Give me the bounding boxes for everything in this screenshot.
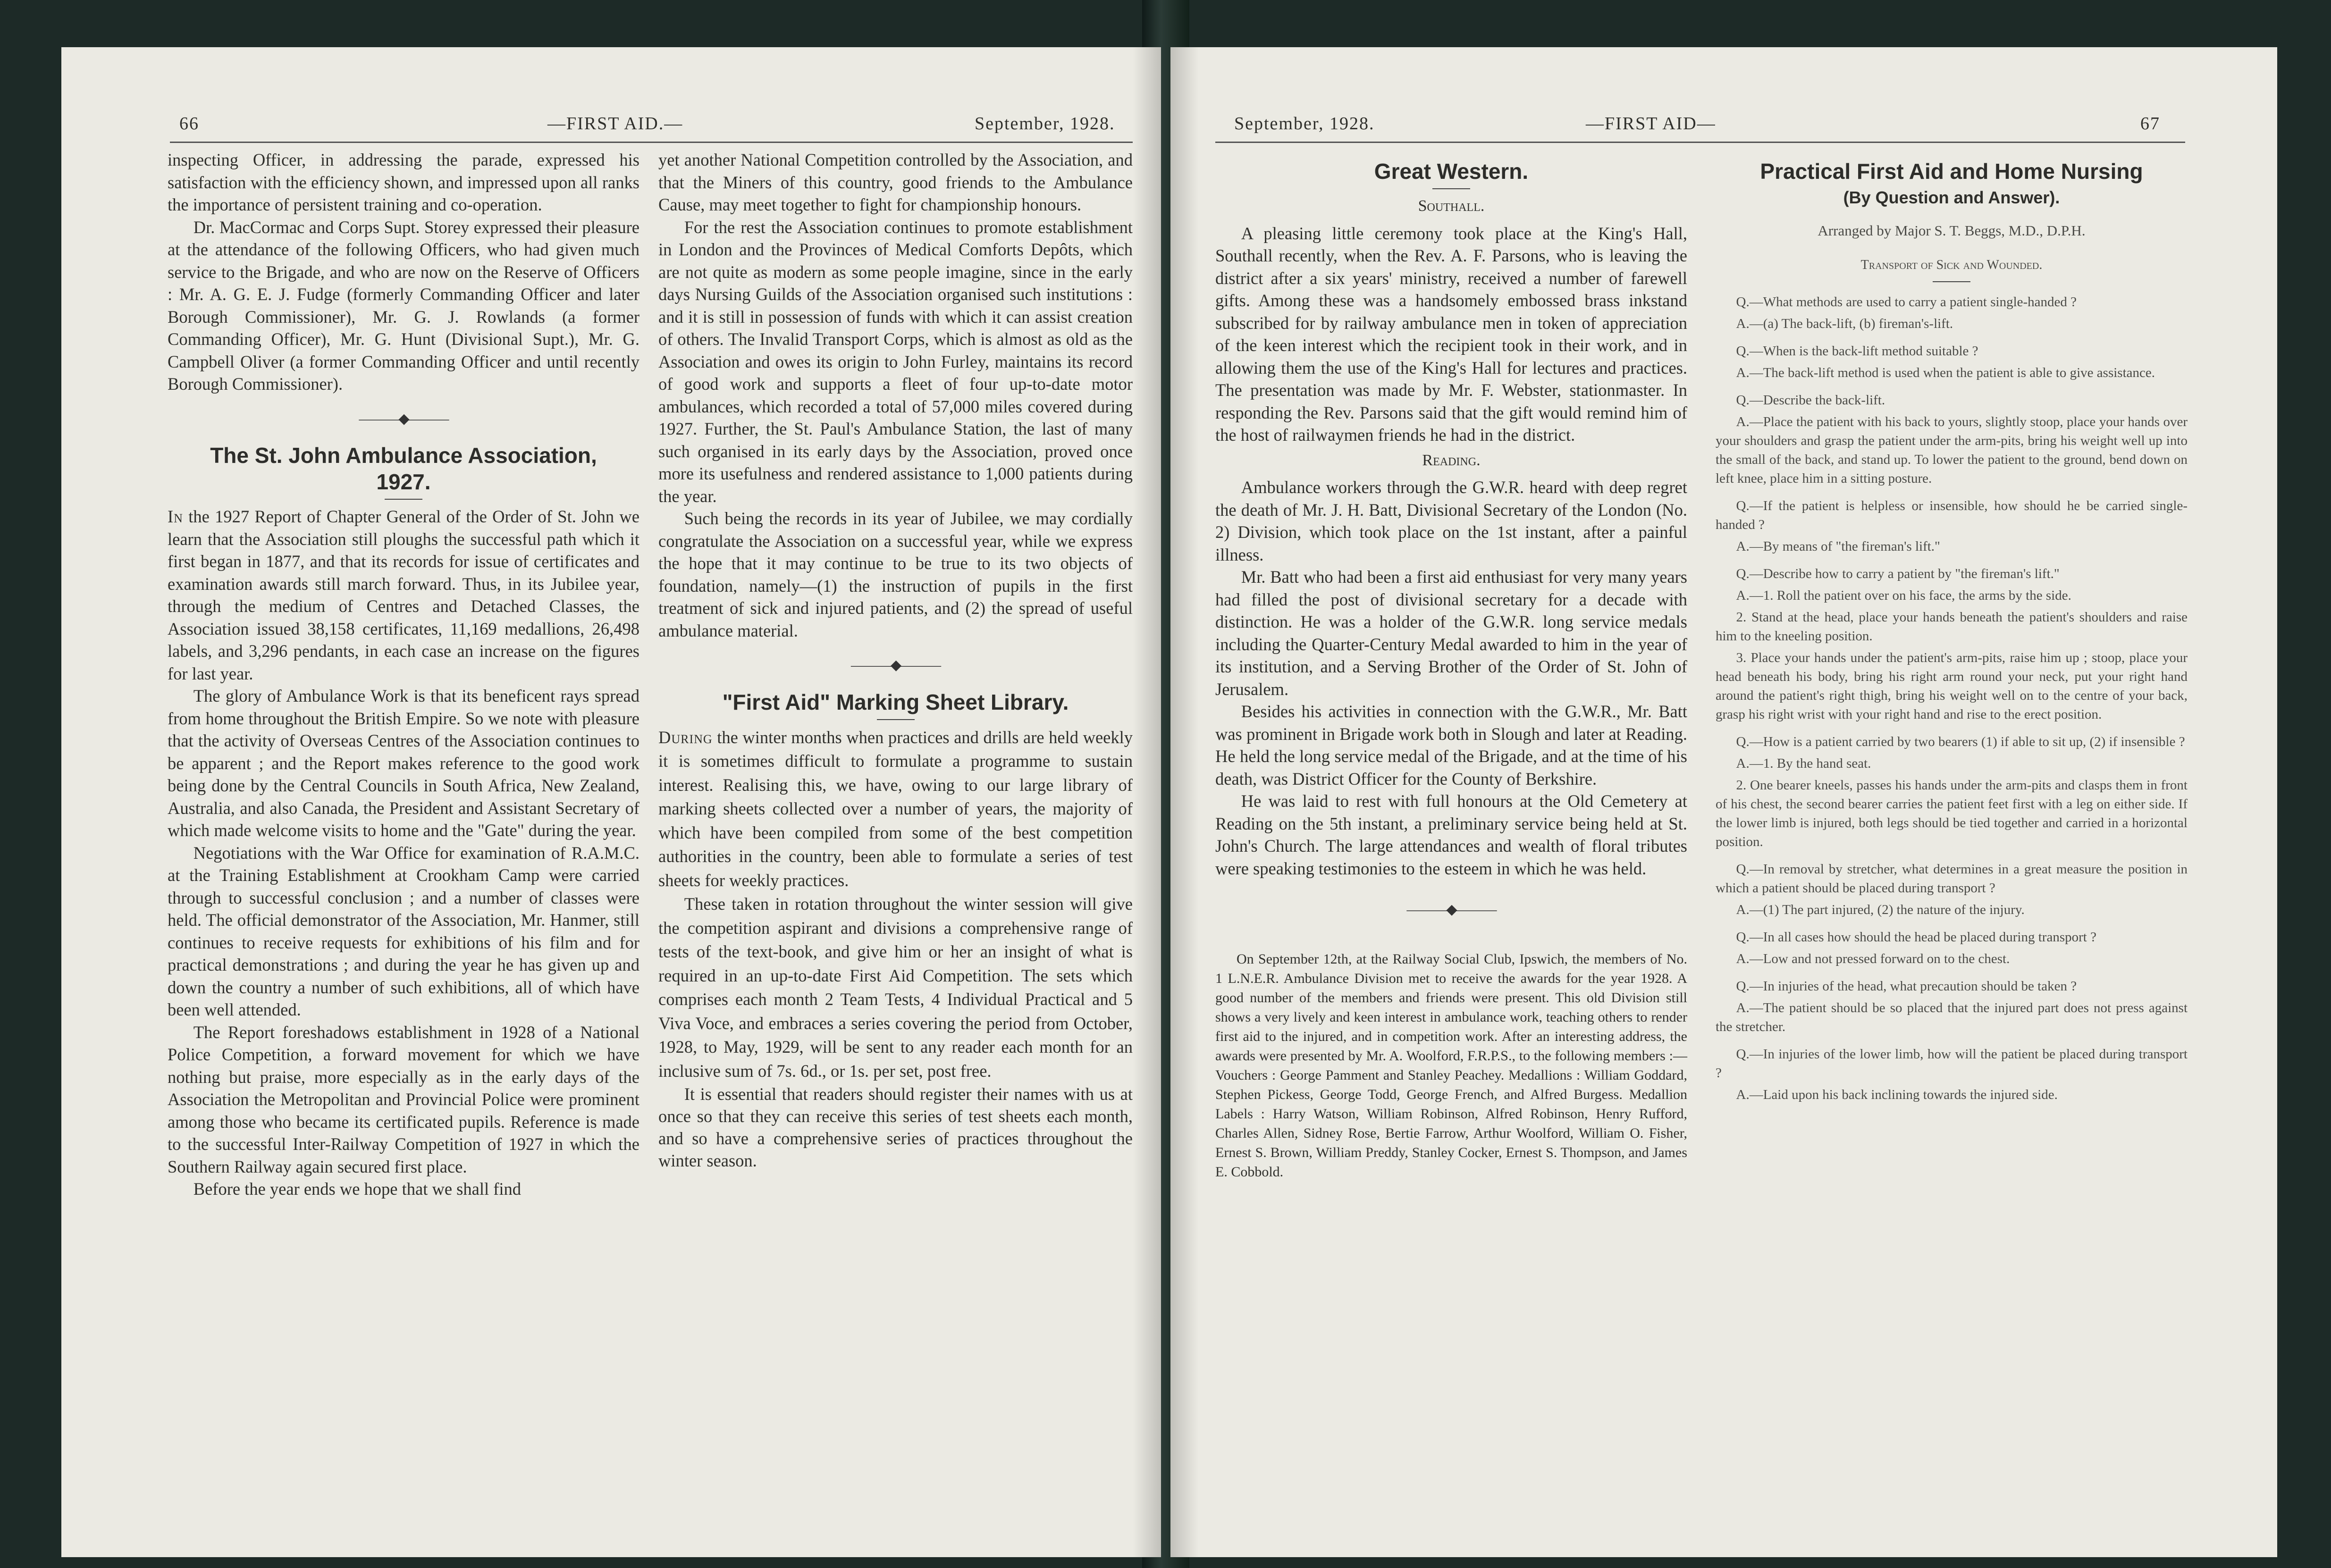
paragraph: These taken in rotation throughout the winter session will give the competition aspirant and divisions a comprehensive range of tests of the text-book, and give him or her an insight of what is required in an up-to-date First Aid Competition. The sets which comprises each month 2 Team Tests, 4 Individual Practical and 5 Viva Voce, and embraces a series covering the period from October, 1928, to May, 1929, will be sent to any reader each month for an inclusive sum of 7s. 6d., or 1s. per set, post free. <box>658 894 1133 1081</box>
article-subtitle: (By Question and Answer). <box>1843 188 2060 207</box>
paragraph: The glory of Ambulance Work is that its beneficent rays spread from home throughout the British Empire. So we note with pleasure that the activity of Overseas Centres of the Association continues to be apparent ; and the Report makes reference to the good work being done by the Central Councils in South Africa, New Zealand, Australia, and also Canada, the President and Assistant Secretary of which made welcome visits to home and the "Gate" during the year. <box>168 686 640 840</box>
paragraph: Dr. MacCormac and Corps Supt. Storey expressed their pleasure at the attendance of the following Officers, who had given much service to the Brigade, and who are now on the Reserve of Officers : Mr. A. G. E. J. Fudge (formerly Commanding Officer and later Borough Commissioner), Mr. G. J. Rowlands (a former Commanding Officer), Mr. G. Hunt (Divisional Supt.), Mr. G. Campbell Oliver (a former Commanding Officer and until recently Borough Commissioner). <box>168 217 640 394</box>
paragraph: In the 1927 Report of Chapter General of the Order of St. John we learn that the Association still ploughs the successful path which it first began in 1877, and that its records for issue of certificates and examination awards still march forward. Thus, in its Jubilee year, through the medium of Centres and Detached Classes, the Association issued 38,158 certificates, 11,169 medallions, 26,498 labels, and 3,296 pendants, in each case an increase on the figures for last year. <box>168 507 640 683</box>
paragraph: inspecting Officer, in addressing the parade, expressed his satisfaction with the efficiency shown, and impressed upon all ranks the importance of persistent training and co-operation. <box>168 150 640 214</box>
running-title: —FIRST AID— <box>1586 114 1716 134</box>
answer: A.—(1) The part injured, (2) the nature of the injury. <box>1736 902 2025 917</box>
right-page <box>1170 47 2277 1557</box>
answer: 3. Place your hands under the patient's arm-pits, raise him up ; stoop, place your head beneath his body, bring his right arm round your neck, put your right hand around the patient's right thigh, bring his weight well on to the centre of your back, grasp his right wrist with your right hand and rise to the erect position. <box>1716 650 2188 722</box>
left-column-1 <box>168 149 640 1200</box>
section-heading: Reading. <box>1422 451 1481 469</box>
answer: A.—The back-lift method is used when the patient is able to give assistance. <box>1736 365 2155 380</box>
question: Q.—In injuries of the head, what precaution should be taken ? <box>1736 978 2077 994</box>
paragraph: He was laid to rest with full honours at the Old Cemetery at Reading on the 5th instant, a preliminary service being held at St. John's Church. The large attendances and wealth of floral tributes were speaking testimonies to the esteem in which he was held. <box>1215 791 1687 878</box>
article-title: Practical First Aid and Home Nursing <box>1760 159 2143 184</box>
paragraph: Negotiations with the War Office for examination of R.A.M.C. at the Training Establishment at Crookham Camp were carried through to successful conclusion ; and a number of classes were held. The official demonstrator of the Association, Mr. Hanmer, still continues to receive requests for exhibitions of his film and for practical demonstrations ; and during the year he has given up and down the country a number of such exhibitions, all of which have been well attended. <box>168 843 640 1019</box>
header-rule <box>1215 142 2185 143</box>
question: Q.—What methods are used to carry a patient single-handed ? <box>1736 294 2077 310</box>
paragraph: The Report foreshadows establishment in 1928 of a National Police Competition, a forward movement for which we have nothing but praise, more especially as in the early days of the Association the Metropolitan and Provincial Police were prominent among those who became its certificated pupils. Reference is made to the successful Inter-Railway Competition of 1927 in which the Southern Railway again secured first place. <box>168 1022 640 1176</box>
section-heading: Transport of Sick and Wounded. <box>1860 258 2043 272</box>
left-page <box>61 47 1161 1557</box>
answer: 2. Stand at the head, place your hands beneath the patient's shoulders and raise him to the kneeling position. <box>1716 609 2188 644</box>
page-number: 66 <box>179 114 199 134</box>
question: Q.—If the patient is helpless or insensible, how should he be carried single-handed ? <box>1716 498 2188 532</box>
running-title: —FIRST AID.— <box>547 114 683 134</box>
right-column-2 <box>1716 158 2188 1107</box>
answer: A.—(a) The back-lift, (b) fireman's-lift. <box>1736 316 1953 331</box>
answer: A.—Laid upon his back inclining towards the injured side. <box>1736 1087 2058 1102</box>
answer: A.—Place the patient with his back to yours, slightly stoop, place your hands over your shoulders and grasp the patient under the arm-pits, bring his weight well up into the small of the back, and stand up. To lower the patient to the ground, bend down on left knee, place him in a sitting posture. <box>1716 414 2188 486</box>
paragraph: During the winter months when practices and drills are held weekly it is sometimes difficult to formulate a programme to sustain interest. Realising this, we have, owing to our large library of marking sheets collected over a number of years, the majority of which have been compiled from some of the best competition authorities in the country, been able to formulate a series of test sheets for weekly practices. <box>658 727 1133 890</box>
paragraph: For the rest the Association continues to promote establishment in London and the Provinces of Medical Comforts Depôts, which are not quite as modern as some people imagine, since in the early days Nursing Guilds of the Association organised such institutions : and it is still in possession of funds with which it can assist creation of others. The Invalid Transport Corps, which is almost as old as the Association and owes its origin to John Furley, maintains its record of good work and supports a fleet of four up-to-date motor ambulances, which recorded a total of 57,000 miles covered during 1927. Further, the St. Paul's Ambulance Station, the last of many such organised in its early days by the Association, proved once more its usefulness and rendered assistance to 1,000 patients during the year. <box>658 217 1133 506</box>
paragraph: yet another National Competition controlled by the Association, and that the Miners of this country, good friends to the Ambulance Cause, may meet together to fight for championship honours. <box>658 150 1133 214</box>
question: Q.—In removal by stretcher, what determines in a great measure the position in which a patient should be placed during transport ? <box>1716 861 2188 896</box>
ornament-divider: ———◆——— <box>850 657 941 673</box>
question: Q.—When is the back-lift method suitable ? <box>1736 343 1978 359</box>
issue-date: September, 1928. <box>1234 114 1375 134</box>
ornament-divider: ———◆——— <box>359 411 448 427</box>
answer: A.—1. Roll the patient over on his face, the arms by the side. <box>1736 587 2071 603</box>
section-heading: Southall. <box>1418 197 1485 215</box>
paragraph: It is essential that readers should register their names with us at once so that they can receive this series of test sheets each month, and so have a comprehensive series of practices throughout the winter season. <box>658 1084 1133 1170</box>
question: Q.—How is a patient carried by two bearers (1) if able to sit up, (2) if insensible ? <box>1736 734 2185 749</box>
paragraph: A pleasing little ceremony took place at the King's Hall, Southall recently, when the Rev. A. F. Parsons, who is leaving the district after a six years' ministry, received a number of farewell gifts. Among these was a handsomely embossed brass inkstand subscribed for by railway ambulance men in token of appreciation of the keen interest which the recipient took in their work, and in allowing them the use of the King's Hall for lectures and practices. The presentation was made by Mr. F. Webster, stationmaster. In responding the Rev. Parsons said that the gift would remind him of the host of railwaymen friends he had in the district. <box>1215 223 1687 444</box>
question: Q.—Describe how to carry a patient by "the fireman's lift." <box>1736 566 2060 581</box>
paragraph: Such being the records in its year of Jubilee, we may cordially congratulate the Association on a successful year, while we express the hope that it may continue to be true to its two objects of foundation, namely—(1) the instruction of pupils in the first treatment of sick and injured patients, and (2) the spread of useful ambulance material. <box>658 509 1133 640</box>
header-rule <box>170 142 1133 143</box>
answer: A.—1. By the hand seat. <box>1736 755 1871 771</box>
issue-date: September, 1928. <box>975 114 1115 134</box>
qa-list <box>1716 293 2188 1104</box>
article-title: Great Western. <box>1374 159 1529 184</box>
paragraph: On September 12th, at the Railway Social Club, Ipswich, the members of No. 1 L.N.E.R. Ambulance Division met to receive the awards for the year 1928. A good number of the members and friends were present. This old Division still shows a very lively and keen interest in ambulance work, teaching others to render first aid to the injured, and in competition work. After an interesting address, the awards were presented by Mr. A. Woolford, F.R.P.S., to the following members :—Vouchers : George Pamment and Stanley Peachey. Medallions : William Goddard, Stephen Pickess, George Todd, George French, and Alfred Burgess. Medallion Labels : Harry Watson, William Robinson, Alfred Robinson, Henry Rufford, Charles Allen, Sidney Rose, Bertie Farrow, Arthur Woolford, William O. Fisher, Ernest S. Brown, William Preddy, Stanley Cocker, Ernest S. Thompson, and James E. Cobbold. <box>1215 951 1687 1180</box>
left-column-2 <box>658 149 1133 1172</box>
answer: A.—Low and not pressed forward on to the chest. <box>1736 951 2010 966</box>
paragraph: Besides his activities in connection with the G.W.R., Mr. Batt was prominent in Brigade work both in Slough and later at Reading. He held the long service medal of the Brigade, and at the time of his death, was District Officer for the County of Berkshire. <box>1215 702 1687 788</box>
paragraph: Mr. Batt who had been a first aid enthusiast for very many years had filled the post of divisional secretary for a decade with distinction. He was a holder of the G.W.R. long service medals including the Quarter-Century Medal awarded to him in the year of its institution, and a Serving Brother of the Order of St. John of Jerusalem. <box>1215 567 1687 699</box>
paragraph: Ambulance workers through the G.W.R. heard with deep regret the death of Mr. J. H. Batt, Divisional Secretary of the London (No. 2) Division, which took place on the 1st instant, after a painful illness. <box>1215 478 1687 564</box>
answer: A.—The patient should be so placed that the injured part does not press against the stretcher. <box>1716 1000 2188 1034</box>
question: Q.—In injuries of the lower limb, how will the patient be placed during transport ? <box>1716 1046 2188 1081</box>
ornament-divider: ———◆——— <box>1406 902 1496 917</box>
answer: A.—By means of "the fireman's lift." <box>1736 538 1940 554</box>
question: Q.—Describe the back-lift. <box>1736 392 1885 408</box>
paragraph: Before the year ends we hope that we shall find <box>193 1179 522 1199</box>
answer: 2. One bearer kneels, passes his hands under the arm-pits and clasps them in front of his chest, the second bearer carries the patient feet first with a leg on either side. If the lower limb is injured, both legs should be tied together and carried in a horizontal position. <box>1716 777 2188 849</box>
right-column-1 <box>1215 158 1687 1182</box>
page-number: 67 <box>2140 114 2160 134</box>
article-title: The St. John Ambulance Association, 1927. <box>210 443 597 494</box>
article-title: "First Aid" Marking Sheet Library. <box>722 689 1069 714</box>
question: Q.—In all cases how should the head be placed during transport ? <box>1736 929 2096 945</box>
byline: Arranged by Major S. T. Beggs, M.D., D.P.H. <box>1818 222 2086 239</box>
